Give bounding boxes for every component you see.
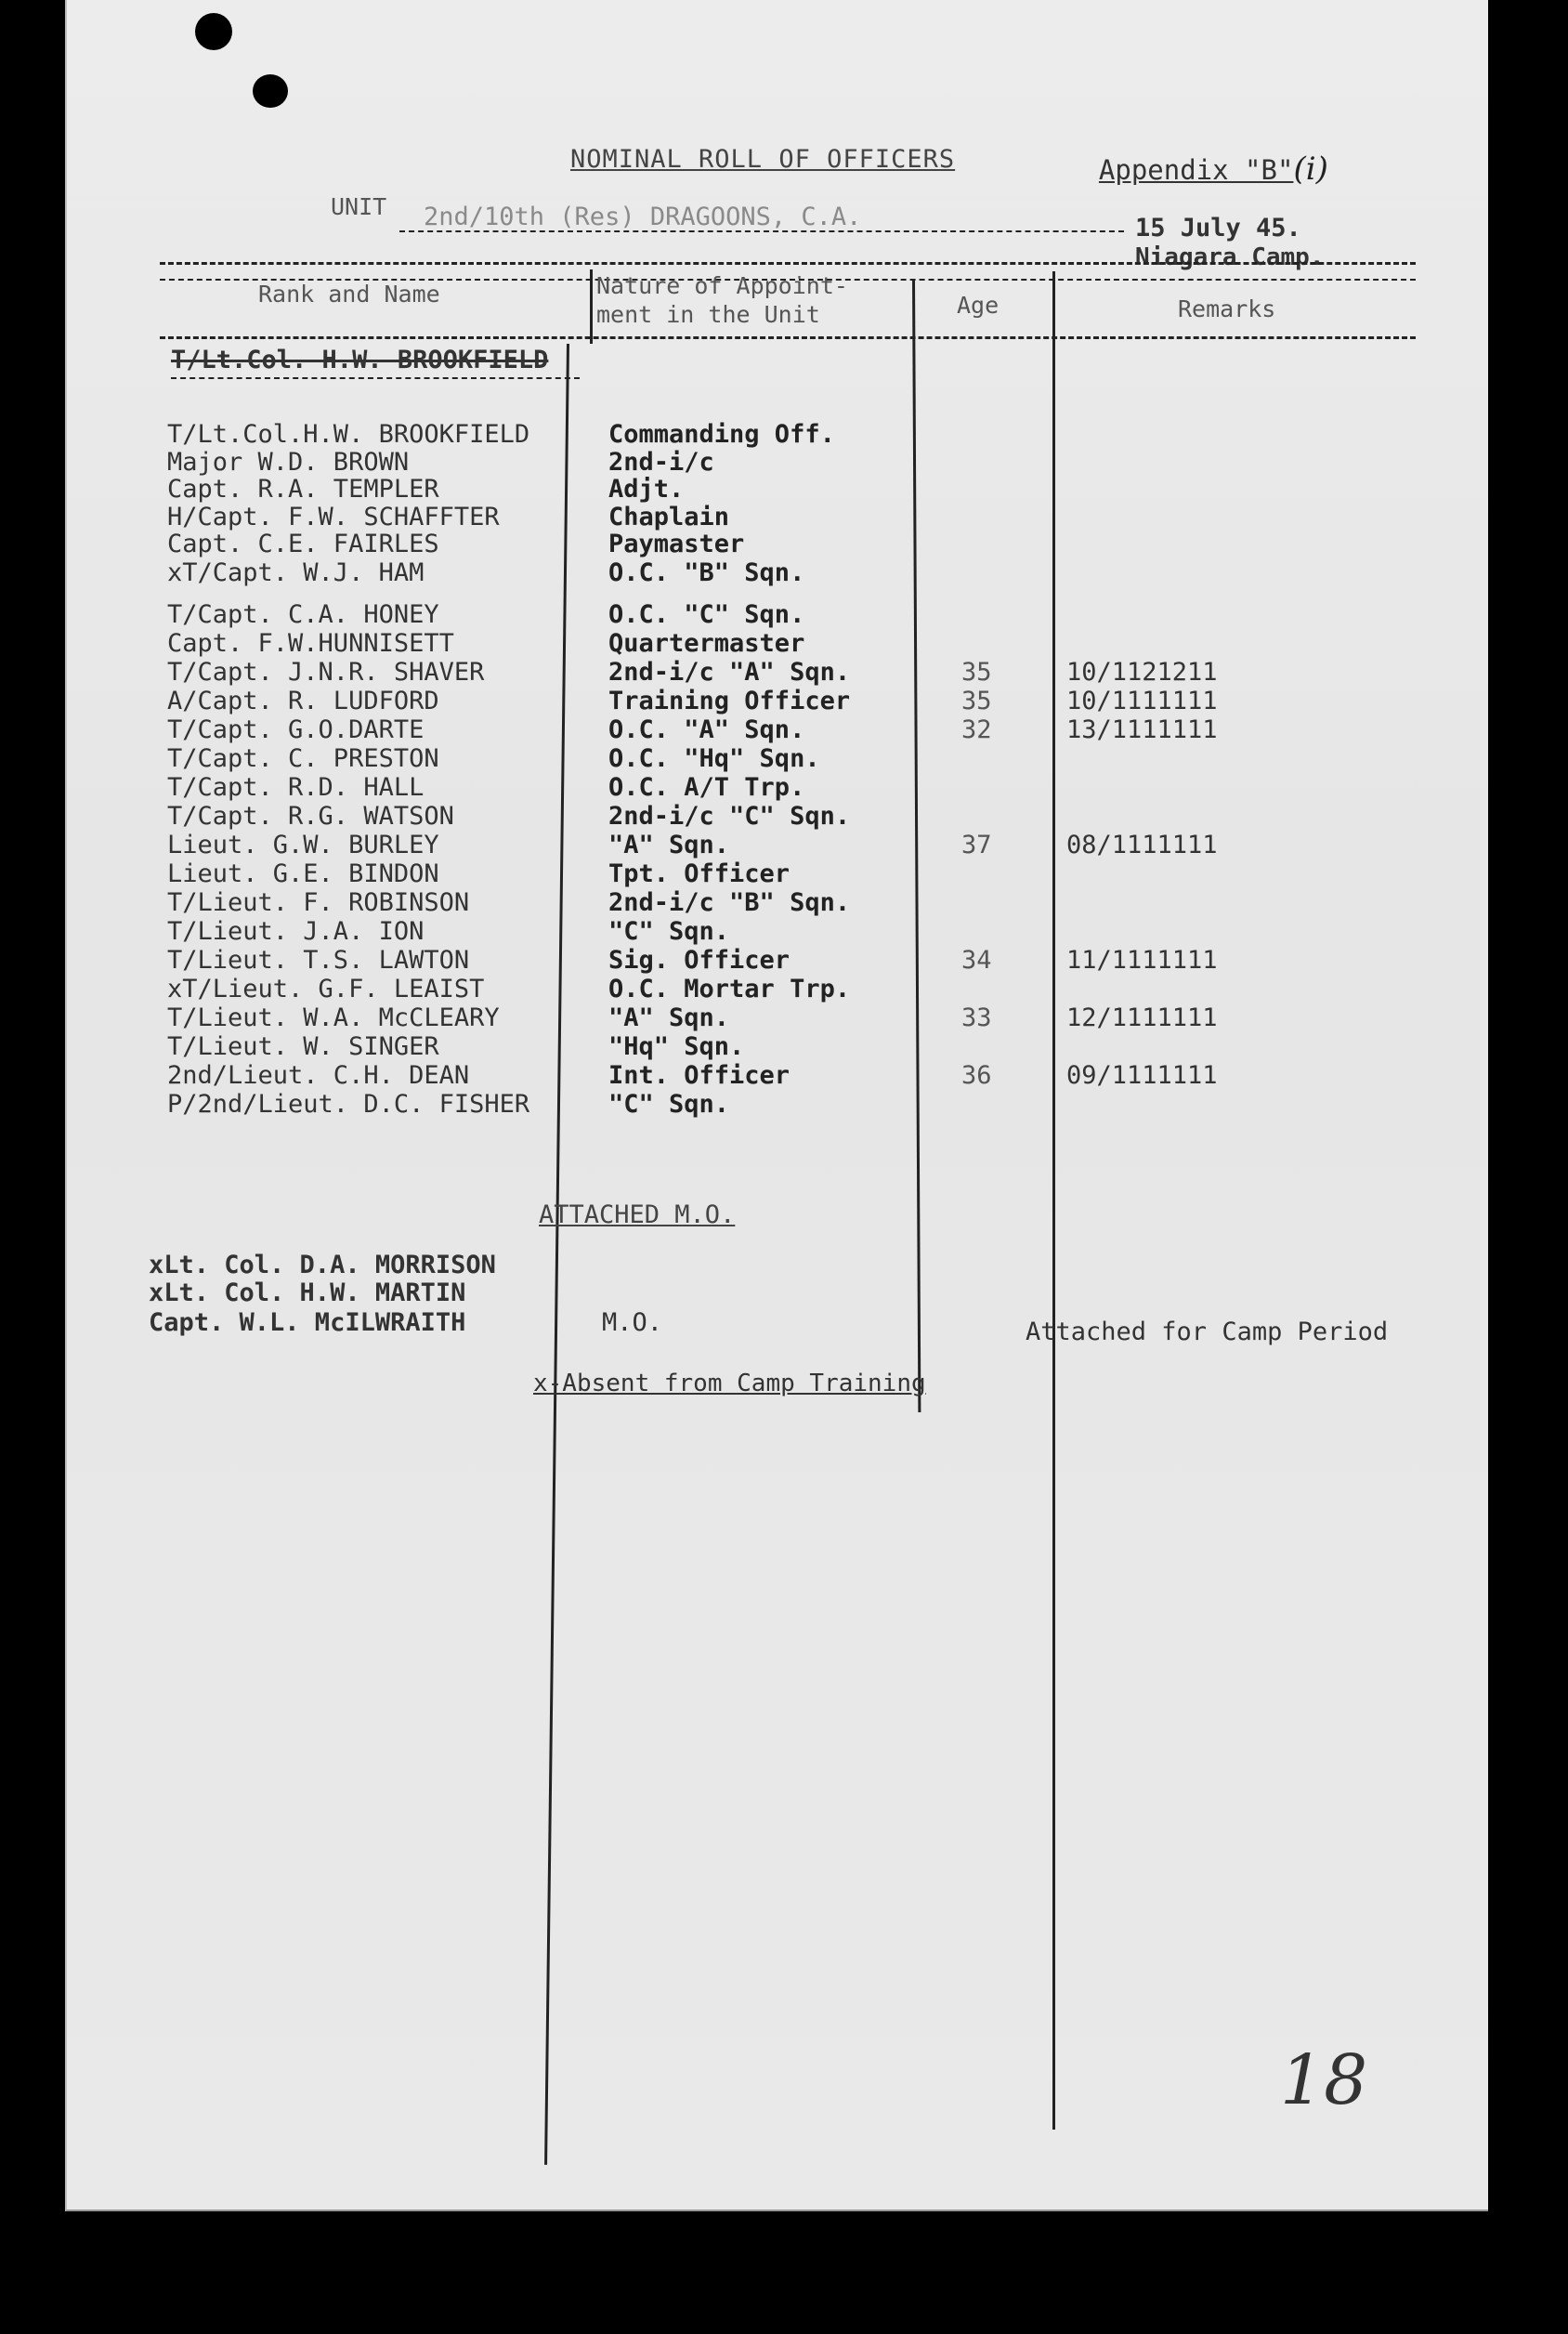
appendix-handwritten: (i) (1293, 151, 1328, 188)
officer-name: T/Capt. G.O.DARTE (167, 715, 425, 744)
struck-entry-underline (171, 377, 580, 379)
officer-name: xT/Capt. W.J. HAM (167, 558, 425, 587)
column-header-rank-name: Rank and Name (258, 281, 440, 308)
officer-name: Capt. R.A. TEMPLER (167, 475, 439, 504)
officer-name: T/Lieut. F. ROBINSON (167, 888, 470, 917)
officer-remarks: 09/1111111 (1066, 1061, 1218, 1090)
officer-remarks: 08/1111111 (1066, 831, 1218, 859)
column-divider-1 (590, 269, 593, 344)
officer-age: 32 (961, 715, 992, 744)
officer-appointment: Quartermaster (608, 629, 805, 658)
officer-appointment: Chaplain (608, 503, 730, 531)
officer-name: xT/Lieut. G.F. LEAIST (167, 975, 485, 1003)
officer-appointment: Tpt. Officer (608, 859, 791, 888)
officer-name: T/Capt. R.G. WATSON (167, 802, 454, 831)
officer-appointment: O.C. A/T Trp. (608, 773, 805, 802)
attached-remarks: Attached for Camp Period (1026, 1318, 1389, 1346)
appendix-label (1066, 119, 1328, 188)
officer-name: T/Capt. J.N.R. SHAVER (167, 658, 485, 687)
officer-appointment: "A" Sqn. (608, 1003, 730, 1032)
officer-appointment: Commanding Off. (608, 420, 835, 449)
unit-value: 2nd/10th (Res) DRAGOONS, C.A. (424, 203, 862, 231)
officer-name: T/Lieut. W. SINGER (167, 1032, 439, 1061)
officer-name: T/Capt. R.D. HALL (167, 773, 425, 802)
officer-remarks: 13/1111111 (1066, 715, 1218, 744)
footnote: x-Absent from Camp Training (533, 1370, 926, 1397)
column-divider-3 (1052, 271, 1055, 2130)
unit-underline (399, 230, 1124, 232)
officer-appointment: "C" Sqn. (608, 1090, 730, 1119)
officer-appointment: 2nd-i/c (608, 448, 714, 477)
officer-appointment: O.C. Mortar Trp. (608, 975, 851, 1003)
officer-age: 35 (961, 658, 992, 687)
appendix-text: Appendix "B" (1098, 154, 1294, 186)
officer-name: A/Capt. R. LUDFORD (167, 687, 439, 715)
officer-appointment: "C" Sqn. (608, 917, 730, 946)
column-header-appointment: Nature of Appoint- ment in the Unit (596, 272, 848, 328)
officer-name: T/Capt. C.A. HONEY (167, 600, 439, 629)
document-title: NOMINAL ROLL OF OFFICERS (570, 145, 956, 174)
officer-name: P/2nd/Lieut. D.C. FISHER (167, 1090, 530, 1119)
officer-name: Major W.D. BROWN (167, 448, 410, 477)
document-location: Niagara Camp. (1135, 243, 1325, 271)
officer-appointment: O.C. "Hq" Sqn. (608, 744, 820, 773)
page-number-handwritten: 18 (1280, 2040, 1368, 2120)
officer-name: Capt. C.E. FAIRLES (167, 530, 439, 558)
column-header-remarks: Remarks (1178, 295, 1276, 322)
punch-hole-second (253, 74, 288, 108)
officer-age: 37 (961, 831, 992, 859)
officer-appointment: "A" Sqn. (608, 831, 730, 859)
officer-age: 33 (961, 1003, 992, 1032)
officer-name: Lieut. G.W. BURLEY (167, 831, 439, 859)
attached-appointment: M.O. (602, 1308, 663, 1337)
officer-name: T/Lt.Col.H.W. BROOKFIELD (167, 420, 530, 449)
officer-name: T/Capt. C. PRESTON (167, 744, 439, 773)
document-date: 15 July 45. (1135, 214, 1301, 243)
officer-appointment: O.C. "B" Sqn. (608, 558, 805, 587)
officer-appointment: O.C. "C" Sqn. (608, 600, 805, 629)
officer-age: 34 (961, 946, 992, 975)
officer-name: 2nd/Lieut. C.H. DEAN (167, 1061, 470, 1090)
officer-appointment: Int. Officer (608, 1061, 791, 1090)
struck-entry: T/Lt.Col. H.W. BROOKFIELD (171, 346, 549, 374)
table-header-rule (160, 336, 1416, 339)
officer-age: 35 (961, 687, 992, 715)
officer-name: Capt. F.W.HUNNISETT (167, 629, 454, 658)
column-header-age: Age (957, 292, 1000, 319)
officer-name: H/Capt. F.W. SCHAFFTER (167, 503, 500, 531)
attached-name: xLt. Col. D.A. MORRISON (149, 1251, 496, 1279)
officer-name: T/Lieut. W.A. McCLEARY (167, 1003, 500, 1032)
attached-name: xLt. Col. H.W. MARTIN (149, 1278, 466, 1307)
attached-name: Capt. W.L. McILWRAITH (149, 1308, 466, 1337)
officer-appointment: 2nd-i/c "A" Sqn. (608, 658, 851, 687)
officer-remarks: 11/1111111 (1066, 946, 1218, 975)
unit-label: UNIT (331, 193, 387, 220)
officer-appointment: O.C. "A" Sqn. (608, 715, 805, 744)
officer-name: T/Lieut. J.A. ION (167, 917, 425, 946)
attached-heading: ATTACHED M.O. (539, 1200, 736, 1229)
table-top-rule (160, 262, 1416, 265)
officer-remarks: 12/1111111 (1066, 1003, 1218, 1032)
officer-appointment: 2nd-i/c "C" Sqn. (608, 802, 851, 831)
officer-appointment: 2nd-i/c "B" Sqn. (608, 888, 851, 917)
officer-appointment: "Hq" Sqn. (608, 1032, 745, 1061)
officer-appointment: Training Officer (608, 687, 851, 715)
officer-name: T/Lieut. T.S. LAWTON (167, 946, 470, 975)
officer-appointment: Sig. Officer (608, 946, 791, 975)
officer-name: Lieut. G.E. BINDON (167, 859, 439, 888)
officer-age: 36 (961, 1061, 992, 1090)
punch-hole-top (195, 13, 232, 50)
officer-appointment: Adjt. (608, 475, 685, 504)
officer-appointment: Paymaster (608, 530, 745, 558)
officer-remarks: 10/1111111 (1066, 687, 1218, 715)
officer-remarks: 10/1121211 (1066, 658, 1218, 687)
